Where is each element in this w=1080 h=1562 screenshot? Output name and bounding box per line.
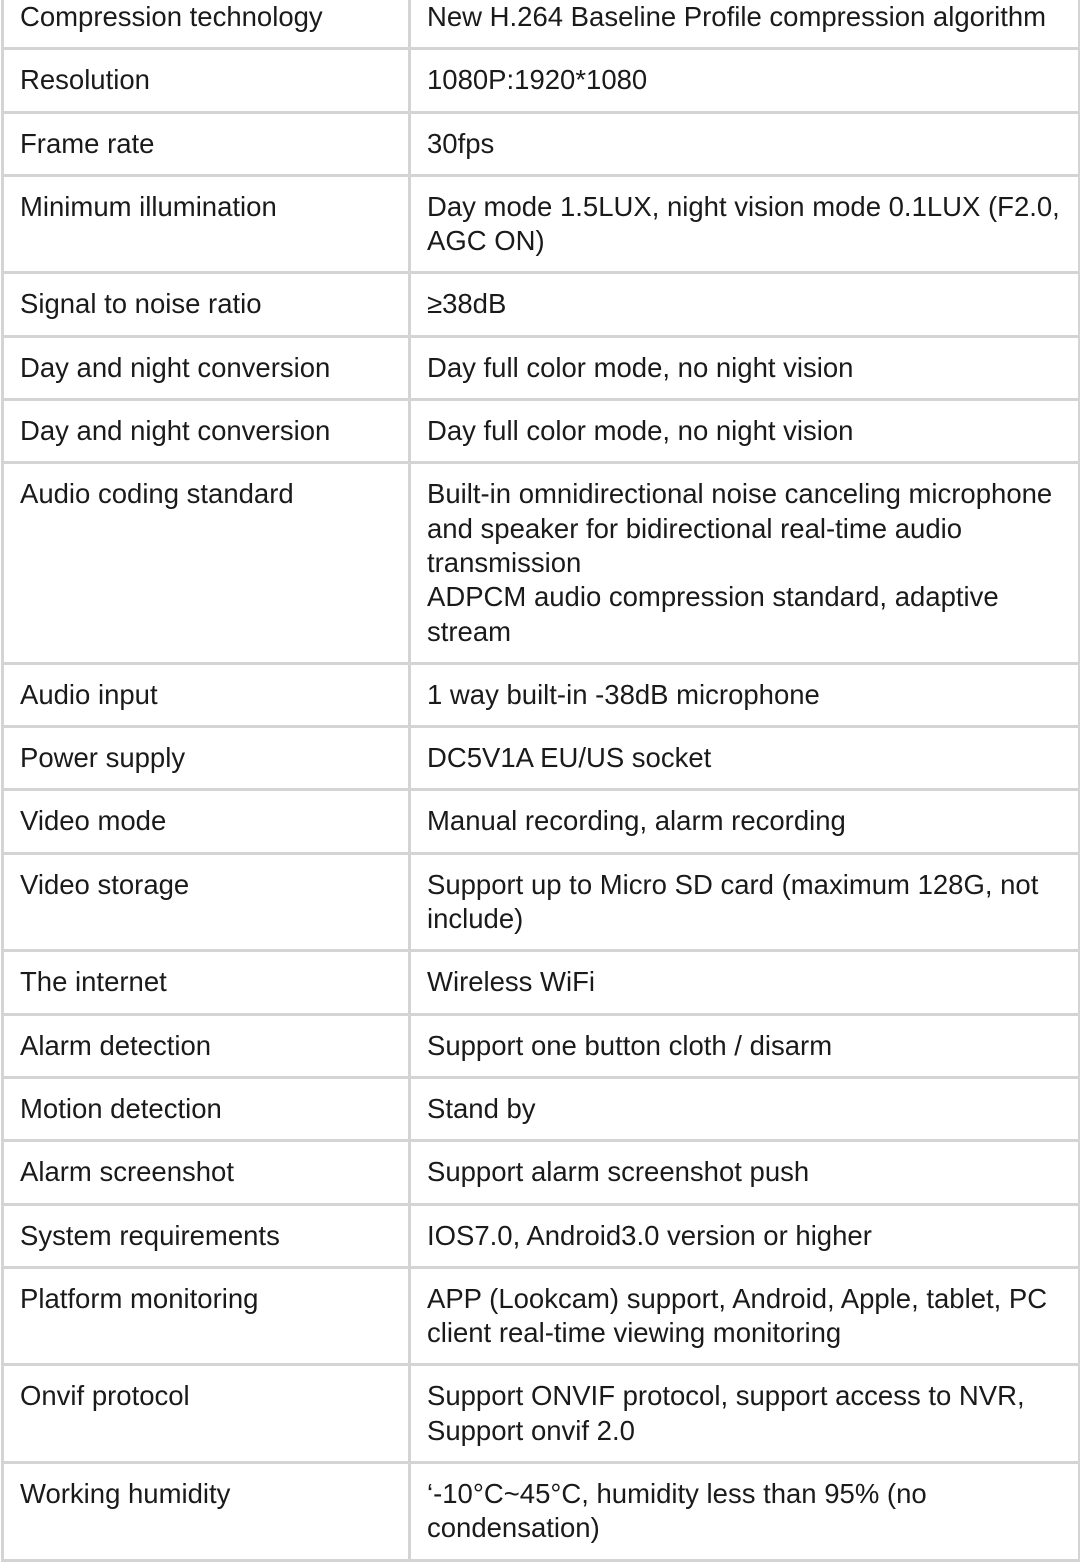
spec-label-cell: The internet <box>3 951 410 1014</box>
spec-label-cell: System requirements <box>3 1204 410 1267</box>
spec-label-cell: Alarm detection <box>3 1014 410 1077</box>
table-row <box>3 790 1080 853</box>
spec-label-cell: Motion detection <box>3 1077 410 1140</box>
table-row <box>3 727 1080 790</box>
spec-value-cell: Day mode 1.5LUX, night vision mode 0.1LUX (F2.0, AGC ON) <box>410 175 1080 273</box>
spec-label-cell: Day and night conversion <box>3 336 410 399</box>
table-row <box>3 663 1080 726</box>
spec-value-cell: Support one button cloth / disarm <box>410 1014 1080 1077</box>
table-row <box>3 112 1080 175</box>
spec-value-cell: ‘-10°C~45°C, humidity less than 95% (no condensation) <box>410 1463 1080 1561</box>
spec-value-cell: New H.264 Baseline Profile compression algorithm <box>410 0 1080 49</box>
spec-label-cell: Audio coding standard <box>3 463 410 663</box>
spec-value-cell: 1080P:1920*1080 <box>410 49 1080 112</box>
spec-value-cell: 1 way built-in -38dB microphone <box>410 663 1080 726</box>
table-row <box>3 1204 1080 1267</box>
spec-label-cell: Onvif protocol <box>3 1365 410 1463</box>
spec-value-cell: ≥38dB <box>410 273 1080 336</box>
table-row <box>3 336 1080 399</box>
spec-label-cell: Platform monitoring <box>3 1267 410 1365</box>
table-row <box>3 1014 1080 1077</box>
spec-value-cell: IOS7.0, Android3.0 version or higher <box>410 1204 1080 1267</box>
spec-table <box>1 0 1080 1562</box>
spec-label-cell: Frame rate <box>3 112 410 175</box>
spec-table-body <box>3 0 1080 1560</box>
table-row <box>3 463 1080 663</box>
spec-value-cell: Day full color mode, no night vision <box>410 336 1080 399</box>
spec-label-cell: Alarm screenshot <box>3 1141 410 1204</box>
spec-value-cell: Wireless WiFi <box>410 951 1080 1014</box>
spec-label-cell: Video mode <box>3 790 410 853</box>
spec-value-cell: APP (Lookcam) support, Android, Apple, tablet, PC client real-time viewing monitoring <box>410 1267 1080 1365</box>
table-row <box>3 1365 1080 1463</box>
spec-label-cell: Audio input <box>3 663 410 726</box>
spec-value-cell: Day full color mode, no night vision <box>410 400 1080 463</box>
spec-value-cell: Support up to Micro SD card (maximum 128G, not include) <box>410 853 1080 951</box>
spec-value-cell: Stand by <box>410 1077 1080 1140</box>
table-row <box>3 0 1080 49</box>
table-row <box>3 1141 1080 1204</box>
spec-value-cell: Support ONVIF protocol, support access to NVR, Support onvif 2.0 <box>410 1365 1080 1463</box>
spec-label-cell: Day and night conversion <box>3 400 410 463</box>
spec-label-cell: Video storage <box>3 853 410 951</box>
spec-label-cell: Working humidity <box>3 1463 410 1561</box>
table-row <box>3 853 1080 951</box>
spec-label-cell: Signal to noise ratio <box>3 273 410 336</box>
spec-label-cell: Compression technology <box>3 0 410 49</box>
spec-label-cell: Resolution <box>3 49 410 112</box>
table-row <box>3 175 1080 273</box>
table-row <box>3 273 1080 336</box>
spec-value-cell: Manual recording, alarm recording <box>410 790 1080 853</box>
spec-value-cell: Built-in omnidirectional noise canceling microphone and speaker for bidirectional real-time audio transmission ADPCM audio compression standard, adaptive stream <box>410 463 1080 663</box>
table-row <box>3 1267 1080 1365</box>
spec-label-cell: Power supply <box>3 727 410 790</box>
table-row <box>3 49 1080 112</box>
table-row <box>3 951 1080 1014</box>
spec-value-cell: 30fps <box>410 112 1080 175</box>
spec-value-cell: DC5V1A EU/US socket <box>410 727 1080 790</box>
table-row <box>3 1077 1080 1140</box>
table-row <box>3 1463 1080 1561</box>
table-row <box>3 400 1080 463</box>
spec-label-cell: Minimum illumination <box>3 175 410 273</box>
spec-value-cell: Support alarm screenshot push <box>410 1141 1080 1204</box>
